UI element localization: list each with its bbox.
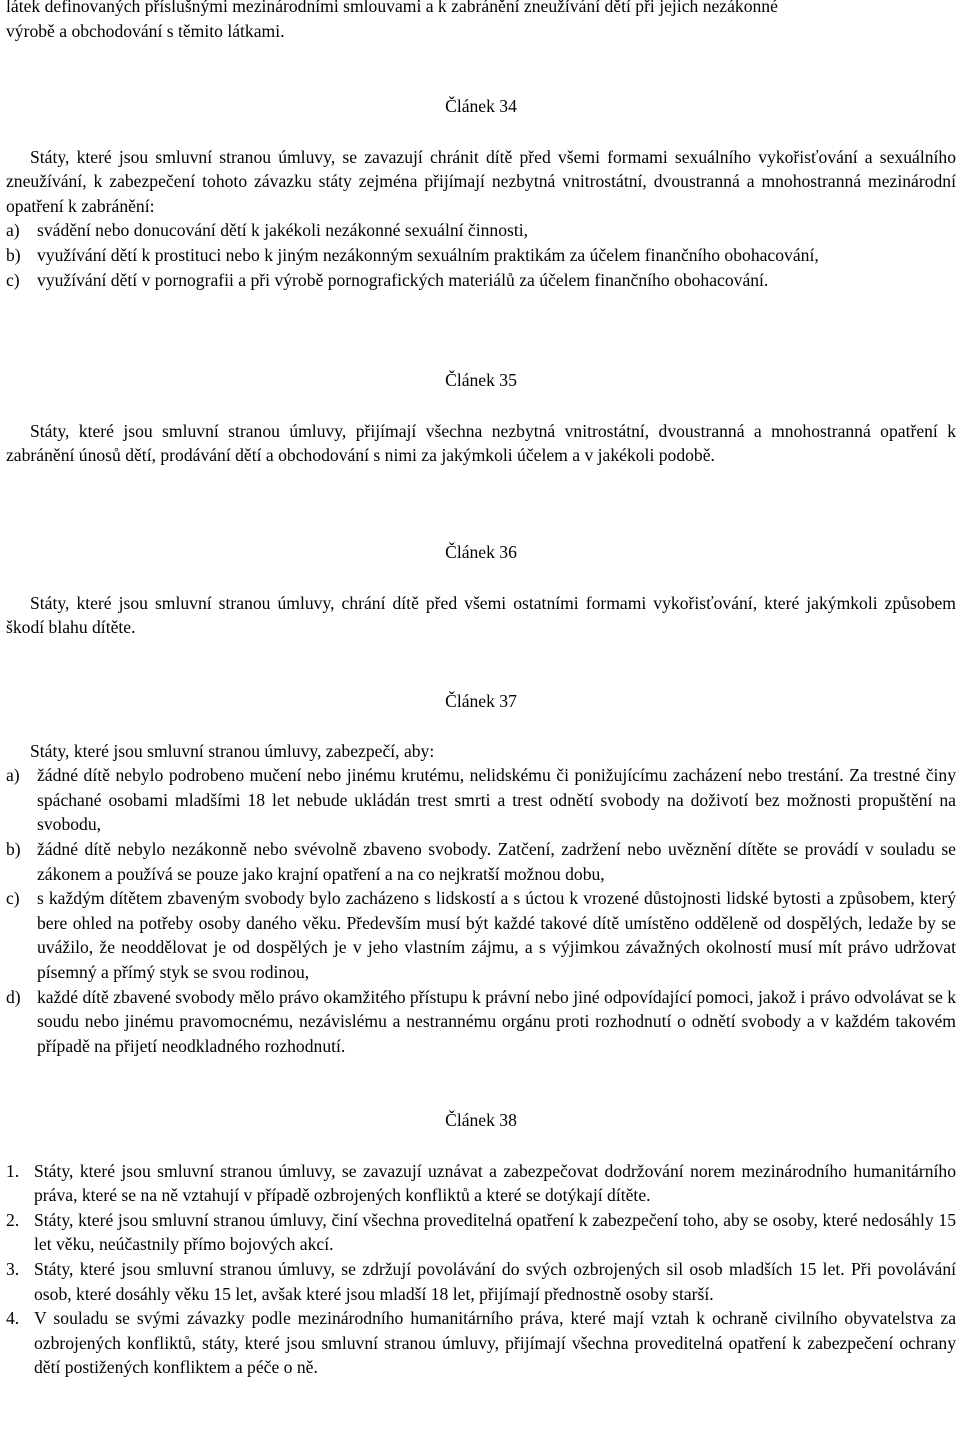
item-label: c) xyxy=(6,269,20,290)
article-34 xyxy=(6,94,956,292)
intro-line-1: látek definovaných příslušnými mezinárodními smlouvami a k zabránění zneužívání dětí při jejich nezákonné xyxy=(6,0,778,16)
article-35-heading: Článek 35 xyxy=(445,370,517,390)
article-37-item-a xyxy=(6,763,956,837)
item-text: každé dítě zbavené svobody mělo právo okamžitého přístupu k právní nebo jiné odpovídající pomoci, jakož i právo odvolávat se k soudu nebo jinému pravomocnému, nezávislému a nestrannému orgánu proti rozhodnutí o odnětí svobody a v každém takovém případě na přijetí neodkladného rozhodnutí. xyxy=(37,986,956,1056)
article-38-item-4 xyxy=(6,1306,956,1380)
article-36-heading: Článek 36 xyxy=(445,542,517,562)
article-37-item-d xyxy=(6,985,956,1059)
article-38-heading: Článek 38 xyxy=(445,1110,517,1130)
article-35-text: Státy, které jsou smluvní stranou úmluvy, přijímají všechna nezbytná vnitrostátní, dvoustranná a mnohostranná opatření k zabránění únosů dětí, prodávání dětí a obchodování s nimi za jakýmkoli účelem a v jakékoli podobě. xyxy=(6,420,956,466)
article-37 xyxy=(6,689,956,1058)
article-38-item-2 xyxy=(6,1208,956,1257)
item-text: využívání dětí k prostituci nebo k jiným nezákonným sexuálním praktikám za účelem finančního obohacování, xyxy=(37,244,819,265)
article-37-item-b xyxy=(6,837,956,886)
item-label: 4. xyxy=(6,1308,20,1329)
item-text: s každým dítětem zbaveným svobody bylo zacházeno s lidskostí a s úctou k vrozené důstojnosti lidské bytosti a způsobem, který bere ohled na potřeby osoby daného věku. Především musí být každé takové dítě umístěno odděleně od dospělých, ledaže by se uvážilo, že neoddělovat je od dospělých je v jeho vlastním zájmu, a s výjimkou závažných okolností musí mít právo udržovat písemný a přímý styk se svou rodinou, xyxy=(37,888,956,982)
item-text: využívání dětí v pornografii a při výrobě pornografických materiálů za účelem finančního obohacování. xyxy=(37,269,769,290)
item-text: Státy, které jsou smluvní stranou úmluvy, činí všechna proveditelná opatření k zabezpečení toho, aby se osoby, které nedosáhly 15 let věku, neúčastnily přímo bojových akcí. xyxy=(34,1209,956,1255)
article-37-heading: Článek 37 xyxy=(445,691,517,711)
article-37-item-c xyxy=(6,886,956,984)
item-label: 1. xyxy=(6,1160,20,1181)
item-label: a) xyxy=(6,765,20,786)
item-text: svádění nebo donucování dětí k jakékoli nezákonné sexuální činnosti, xyxy=(37,220,529,241)
article-38-item-1 xyxy=(6,1159,956,1208)
article-35 xyxy=(6,368,956,468)
item-label: c) xyxy=(6,888,20,909)
item-text: Státy, které jsou smluvní stranou úmluvy, se zavazují uznávat a zabezpečovat dodržování norem mezinárodního humanitárního práva, které se na ně vztahují v případě ozbrojených konfliktů a které se dotýkají dítěte. xyxy=(34,1160,956,1206)
item-text: Státy, které jsou smluvní stranou úmluvy, se zdržují povolávání do svých ozbrojených sil osob mladších 15 let. Při povolávání osob, které dosáhly věku 15 let, avšak které jsou mladší 18 let, přijímají přednostně osoby starší. xyxy=(34,1258,956,1304)
item-text: žádné dítě nebylo podrobeno mučení nebo jinému krutému, nelidskému či ponižujícímu zacházení nebo trestání. Za trestné činy spáchané osobami mladšími 18 let nebude ukládán trest smrti a trest odnětí svobody na doživotí bez možnosti propuštění na svobodu, xyxy=(37,765,956,835)
article-37-text: Státy, které jsou smluvní stranou úmluvy, zabezpečí, aby: xyxy=(30,740,435,761)
article-36-text: Státy, které jsou smluvní stranou úmluvy, chrání dítě před všemi ostatními formami vykořisťování, které jakýmkoli způsobem škodí blahu dítěte. xyxy=(6,592,956,638)
article-34-heading: Článek 34 xyxy=(445,96,517,116)
item-label: 3. xyxy=(6,1258,20,1279)
article-34-text: Státy, které jsou smluvní stranou úmluvy, se zavazují chránit dítě před všemi formami sexuálního vykořisťování a sexuálního zneužívání, k zabezpečení tohoto závazku státy zejména přijímají nezbytná vnitrostátní, dvoustranná a mnohostranná mezinárodní opatření k zabránění: xyxy=(6,146,956,216)
item-label: b) xyxy=(6,838,21,859)
article-34-item-c xyxy=(6,268,956,293)
item-text: V souladu se svými závazky podle mezinárodního humanitárního práva, které mají vztah k ochraně civilního obyvatelstva za ozbrojených konfliktů, státy, které jsou smluvní stranou úmluvy, přijímají všechna proveditelná opatření k zabezpečení ochrany dětí postižených konfliktem a péče o ně. xyxy=(34,1308,956,1378)
article-34-item-a xyxy=(6,218,956,243)
item-text: žádné dítě nebylo nezákonně nebo svévolně zbaveno svobody. Zatčení, zadržení nebo uvěznění dítěte se provádí v souladu se zákonem a používá se pouze jako krajní opatření a na co nejkratší možnou dobu, xyxy=(37,838,956,884)
item-label: b) xyxy=(6,244,21,265)
article-34-item-b xyxy=(6,243,956,268)
intro-paragraph xyxy=(6,0,778,43)
item-label: d) xyxy=(6,986,21,1007)
item-label: 2. xyxy=(6,1209,20,1230)
article-36 xyxy=(6,540,956,640)
article-38 xyxy=(6,1108,956,1380)
intro-line-2: výrobě a obchodování s těmito látkami. xyxy=(6,20,285,41)
article-38-item-3 xyxy=(6,1257,956,1306)
item-label: a) xyxy=(6,220,20,241)
